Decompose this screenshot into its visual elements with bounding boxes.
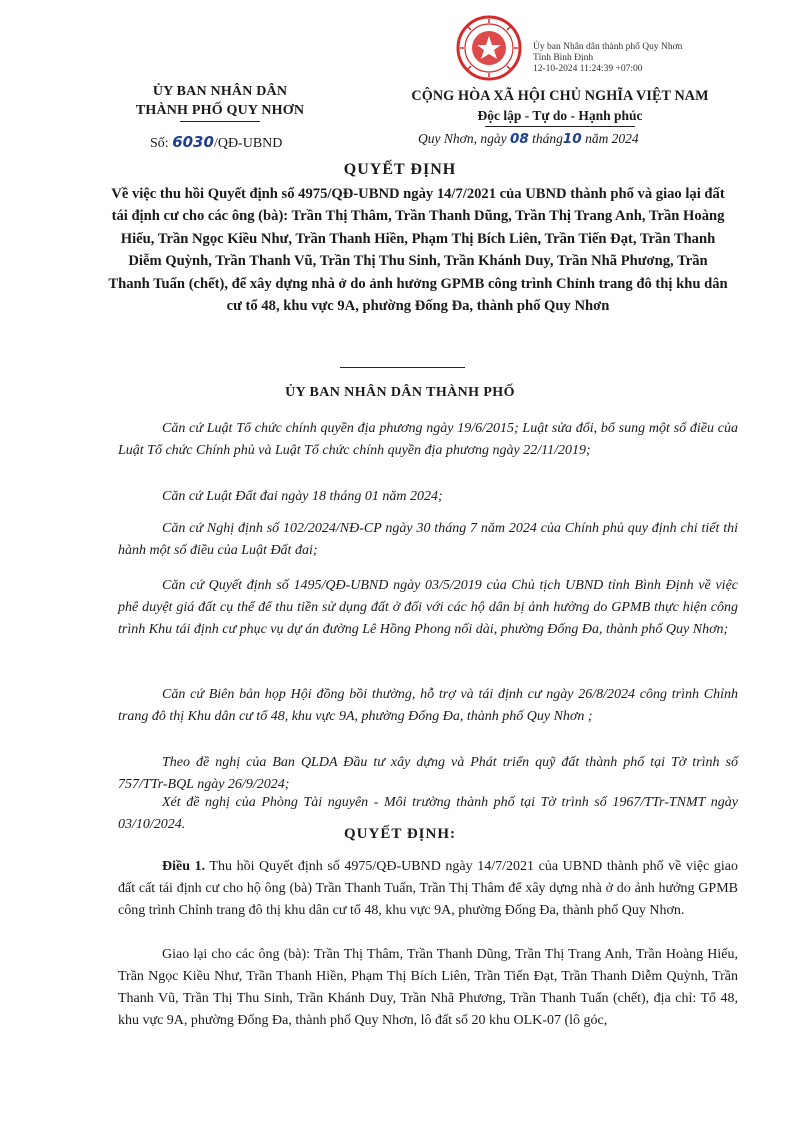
article-1-label: Điều 1. — [162, 859, 206, 874]
article-1 — [118, 856, 738, 922]
decision-heading: QUYẾT ĐỊNH: — [344, 826, 456, 842]
signature-line-3: 12-10-2024 11:24:39 +07:00 — [533, 64, 643, 74]
legal-basis-1: Căn cứ Luật Tổ chức chính quyền địa phương ngày 19/6/2015; Luật sửa đổi, bổ sung một số điều của Luật Tổ chức Chính phủ và Luật Tổ chức chính quyền địa phương ngày 22/11/2019; — [118, 421, 738, 458]
document-number — [150, 133, 282, 152]
legal-basis-2: Căn cứ Luật Đất đai ngày 18 tháng 01 năm 2024; — [162, 489, 443, 504]
document-subject: Về việc thu hồi Quyết định số 4975/QĐ-UBND ngày 14/7/2021 của UBND thành phố và giao lại đất tái định cư cho các ông (bà): Trần Thị Thâm, Trần Thanh Dũng, Trần Thị Trang Anh, Trần Hoàng Hiếu, Trần Ngọc Kiều Như, Trần Thanh Hiền, Phạm Thị Bích Liên, Trần Tiến Đạt, Trần Thanh Diễm Quỳnh, Trần Thanh Vũ, Trần Thị Thu Sinh, Trần Khánh Duy, Trần Nhã Phương, Trần Thanh Tuấn (chết), để xây dựng nhà ở do ảnh hưởng GPMB công trình Chỉnh trang đô thị khu dân cư tổ 48, khu vực 9A, phường Đống Đa, thành phố Quy Nhơn — [108, 186, 728, 315]
national-header — [380, 87, 740, 127]
docno-prefix: Số: — [150, 136, 169, 151]
signature-line-1: Ủy ban Nhân dân thành phố Quy Nhơn — [533, 42, 683, 52]
date-year: năm 2024 — [585, 131, 639, 146]
issuer-underline — [180, 121, 260, 122]
issuing-authority: ỦY BAN NHÂN DÂN THÀNH PHỐ — [285, 385, 515, 400]
national-title: CỘNG HÒA XÃ HỘI CHỦ NGHĨA VIỆT NAM — [411, 88, 709, 104]
date-month: 10 — [562, 131, 582, 147]
issuer-line-1: ỦY BAN NHÂN DÂN — [152, 84, 288, 99]
legal-basis-5: Căn cứ Biên bản họp Hội đồng bồi thường, hỗ trợ và tái định cư ngày 26/8/2024 công trình Chỉnh trang đô thị Khu dân cư tổ 48, khu vực 9A, phường Đống Đa, thành phố Quy Nhơn ; — [118, 687, 738, 724]
issuer-line-2: THÀNH PHỐ QUY NHƠN — [135, 103, 305, 118]
national-motto: Độc lập - Tự do - Hạnh phúc — [477, 108, 643, 123]
date-line — [418, 131, 639, 147]
motto-underline — [485, 126, 635, 127]
date-day: 08 — [509, 131, 529, 147]
signature-line-2: Tỉnh Bình Định — [533, 53, 594, 63]
legal-basis-7: Xét đề nghị của Phòng Tài nguyên - Môi trường thành phố tại Tờ trình số 1967/TTr-TNMT ngày 03/10/2024. — [118, 795, 738, 832]
issuer-header — [100, 82, 340, 122]
document-title: QUYẾT ĐỊNH — [343, 161, 457, 178]
signature-info — [533, 42, 682, 75]
docno-handwritten: 6030 — [172, 133, 214, 151]
docno-suffix: /QĐ-UBND — [213, 136, 283, 151]
article-1-para-2: Giao lại cho các ông (bà): Trần Thị Thâm, Trần Thanh Dũng, Trần Thị Trang Anh, Trần Hoàng Hiếu, Trần Ngọc Kiều Như, Trần Thanh Hiền, Phạm Thị Bích Liên, Trần Tiến Đạt, Trần Thanh Diễm Quỳnh, Trần Thanh Vũ, Trần Thị Thu Sinh, Trần Khánh Duy, Trần Nhã Phương, Trần Thanh Tuấn (chết), địa chỉ: Tổ 48, khu vực 9A, phường Đống Đa, thành phố Quy Nhơn, lô đất số 20 khu OLK-07 (lô góc, — [118, 947, 738, 1028]
seal-icon — [455, 14, 523, 82]
digital-signature — [455, 14, 775, 84]
date-place: Quy Nhơn, ngày — [418, 131, 507, 146]
legal-basis-3: Căn cứ Nghị định số 102/2024/NĐ-CP ngày 30 tháng 7 năm 2024 của Chính phủ quy định chi tiết thi hành một số điều của Luật Đất đai; — [118, 521, 738, 558]
legal-basis-6: Theo đề nghị của Ban QLDA Đầu tư xây dựng và Phát triển quỹ đất thành phố tại Tờ trình số 757/TTr-BQL ngày 26/9/2024; — [118, 755, 738, 792]
article-1-text: Thu hồi Quyết định số 4975/QĐ-UBND ngày 14/7/2021 của UBND thành phố về việc giao đất cất tái định cư cho hộ ông (bà) Trần Thanh Tuấn, Trần Thị Thâm để xây dựng nhà ở do ảnh hưởng GPMB công trình Chỉnh trang đô thị khu dân cư tổ 48, khu vực 9A, phường Đống Đa, thành phố Quy Nhơn. — [118, 859, 738, 918]
legal-basis-4: Căn cứ Quyết định số 1495/QĐ-UBND ngày 03/5/2019 của Chủ tịch UBND tỉnh Bình Định về việc phê duyệt giá đất cụ thể để thu tiền sử dụng đất ở đối với các hộ dân bị ảnh hưởng do GPMB thực hiện công trình Khu tái định cư phục vụ dự án đường Lê Hồng Phong nối dài, phường Đống Đa, thành phố Quy Nhơn; — [118, 578, 738, 637]
subject-underline — [340, 367, 465, 368]
date-month-word: tháng — [532, 131, 563, 146]
